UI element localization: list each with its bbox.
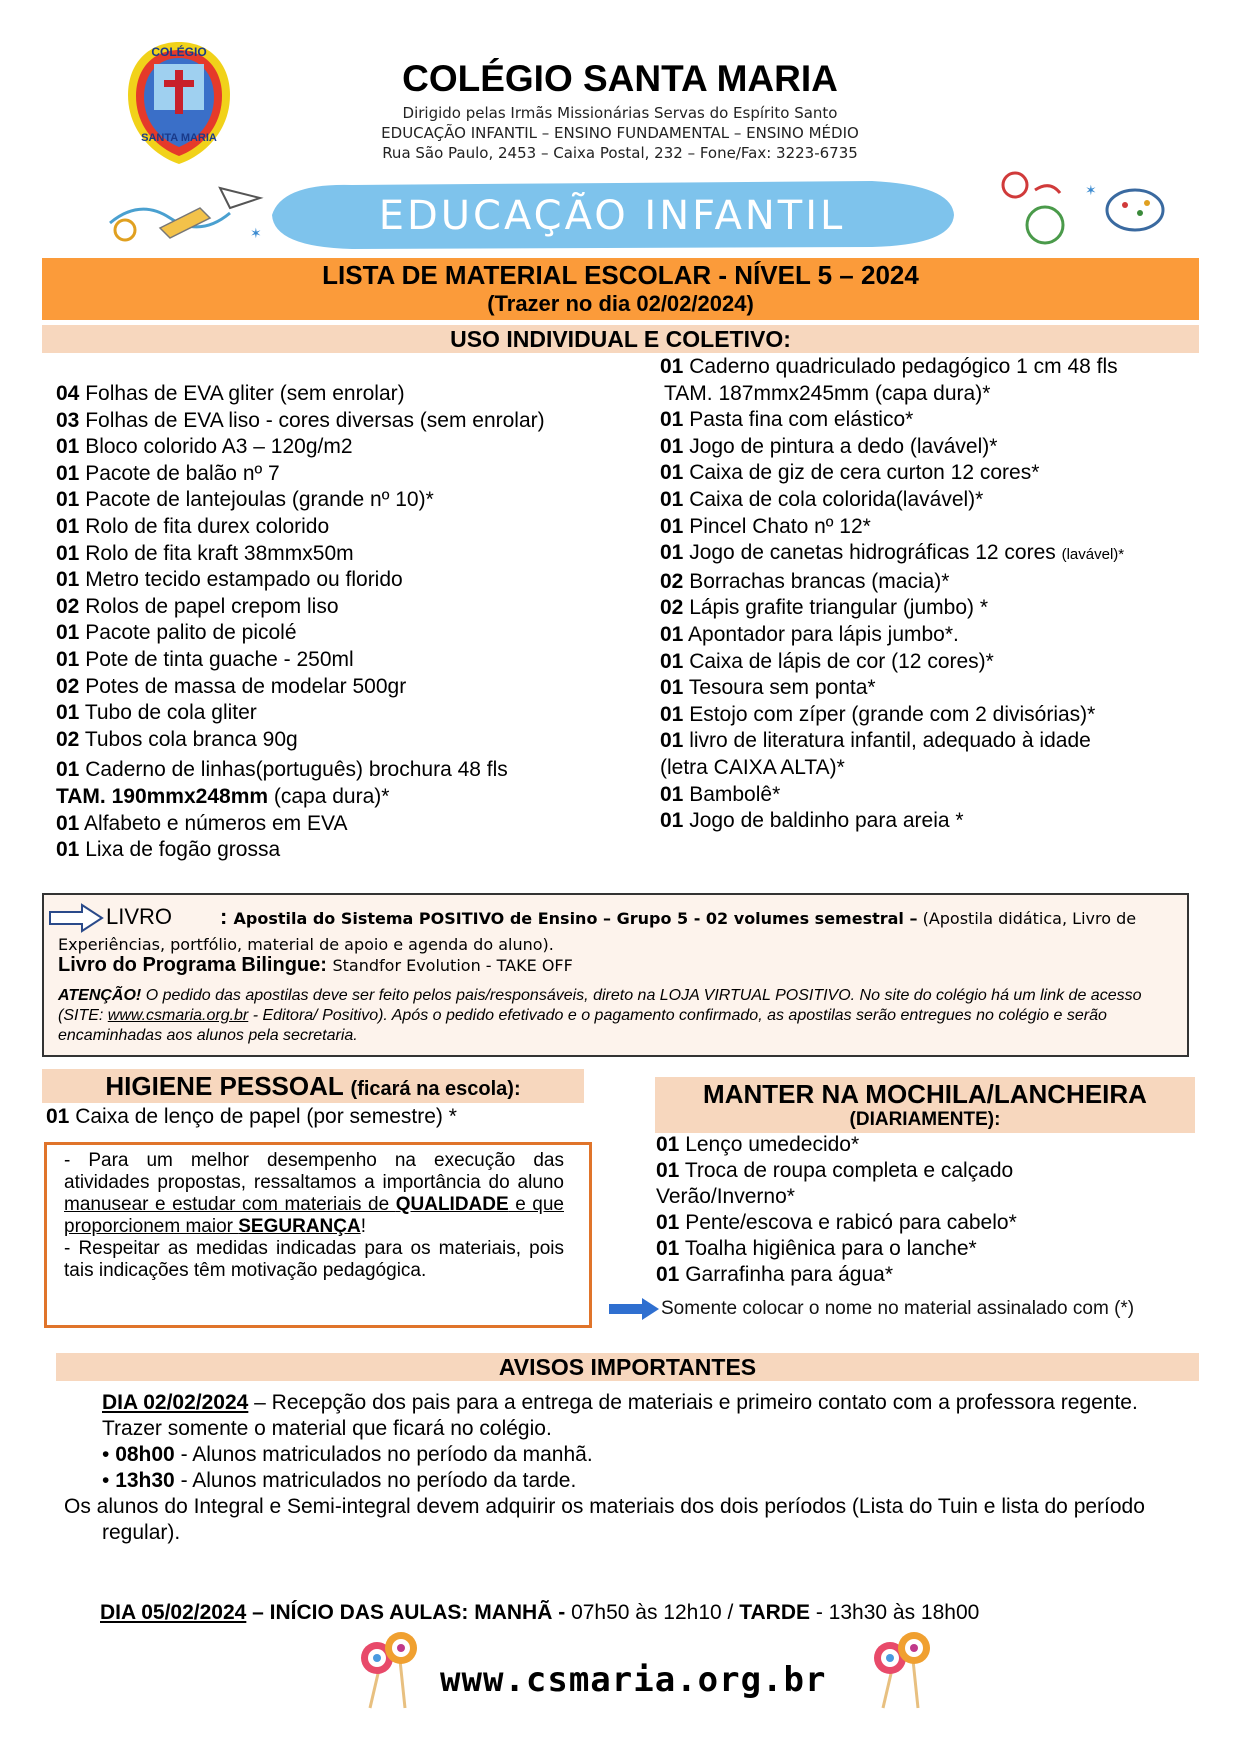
book-description: LIVRO : Apostila do Sistema POSITIVO de Ensino – Grupo 5 - 02 volumes semestral – (Apostila didática, Livro de Experiências, portfólio, material de apoio e agenda do aluno). — [58, 904, 1137, 954]
list-item: 01 Alfabeto e números em EVA — [56, 811, 348, 835]
list-item: 01 Metro tecido estampado ou florido — [56, 568, 403, 592]
list-item: TAM. 187mmx245mm (capa dura)* — [664, 381, 991, 405]
mochila-list — [656, 1132, 1076, 1288]
list-item: 01 Garrafinha para água* — [656, 1263, 893, 1286]
avisos-header: AVISOS IMPORTANTES — [56, 1353, 1199, 1381]
school-subtitle-1: Dirigido pelas Irmãs Missionárias Servas do Espírito Santo — [402, 104, 838, 122]
lollipop-icon — [868, 1620, 938, 1710]
quality-note-text: - Para um melhor desempenho na execução das atividades propostas, ressaltamos a importância do aluno manusear e estudar com materiais de QUALIDADE e que proporcionem maior SEGURANÇA! - Respeitar as medidas indicadas para os materiais, pois tais indicações têm motivação pedagógica. — [64, 1150, 564, 1281]
list-item: 01 Jogo de pintura a dedo (lavável)* — [660, 434, 998, 458]
list-item: 01 Caixa de giz de cera curton 12 cores* — [660, 461, 1040, 485]
list-item: 03 Folhas de EVA liso - cores diversas (sem enrolar) — [56, 408, 545, 432]
list-item: 01 Pacote palito de picolé — [56, 621, 297, 645]
list-item: 01 livro de literatura infantil, adequado à idade — [660, 729, 1091, 753]
school-address: Rua São Paulo, 2453 – Caixa Postal, 232 – Fone/Fax: 3223-6735 — [382, 144, 858, 162]
list-item: 01 Rolo de fita durex colorido — [56, 514, 330, 538]
higiene-header: HIGIENE PESSOAL (ficará na escola): — [42, 1069, 584, 1103]
list-item: 01 Caderno quadriculado pedagógico 1 cm 48 fls — [660, 355, 1118, 378]
list-item: 02 Tubos cola branca 90g — [56, 727, 298, 751]
list-item: 02 Rolos de papel crepom liso — [56, 594, 339, 618]
educacao-infantil-banner — [262, 175, 962, 253]
title-bar — [42, 258, 1199, 320]
list-item: 01 Estojo com zíper (grande com 2 divisórias)* — [660, 702, 1096, 726]
list-item: 04 Folhas de EVA gliter (sem enrolar) — [56, 382, 405, 405]
lollipop-icon — [355, 1620, 425, 1710]
list-item: TAM. 190mmx248mm (capa dura)* — [56, 784, 390, 808]
list-item: 01 Toalha higiênica para o lanche* — [656, 1237, 977, 1260]
list-item: 02 Potes de massa de modelar 500gr — [56, 674, 407, 698]
inicio-aulas: DIA 05/02/2024 – INÍCIO DAS AULAS: MANHÃ - 07h50 às 12h10 / TARDE - 13h30 às 18h00 — [100, 1601, 980, 1624]
toys-doodle-icon — [985, 165, 1175, 255]
left-material-list — [56, 381, 545, 864]
svg-text:COLÉGIO: COLÉGIO — [151, 45, 207, 59]
svg-text:✶: ✶ — [250, 226, 262, 242]
list-item: (letra CAIXA ALTA)* — [660, 755, 845, 779]
list-item: 01 Jogo de baldinho para areia * — [660, 809, 964, 833]
list-item: 01 Caixa de cola colorida(lavável)* — [660, 487, 984, 511]
bullet-item: • 13h30 - Alunos matriculados no período da tarde. — [102, 1469, 577, 1492]
list-item: 01 Caderno de linhas(português) brochura 48 fls — [56, 758, 508, 782]
list-item: 01 Pacote de lantejoulas (grande nº 10)* — [56, 488, 434, 512]
website-link[interactable]: www.csmaria.org.br — [440, 1660, 827, 1700]
list-item: 01 Tesoura sem ponta* — [660, 676, 876, 700]
list-date: (Trazer no dia 02/02/2024) — [487, 291, 754, 316]
list-item: 01 Bambolê* — [660, 782, 781, 806]
school-name: COLÉGIO SANTA MARIA — [402, 58, 838, 99]
school-logo — [120, 40, 238, 166]
name-label-note: Somente colocar o nome no material assinalado com (*) — [661, 1298, 1135, 1319]
svg-text:✶: ✶ — [1085, 183, 1097, 199]
right-material-list — [660, 354, 1124, 835]
bilingue-book: Livro do Programa Bilingue: Standfor Evolution - TAKE OFF — [58, 954, 573, 976]
list-item: 01 Pote de tinta guache - 250ml — [56, 647, 354, 671]
list-item: 02 Borrachas brancas (macia)* — [660, 569, 950, 593]
list-item: 02 Lápis grafite triangular (jumbo) * — [660, 596, 989, 620]
bullet-item: • 08h00 - Alunos matriculados no período da manhã. — [102, 1443, 593, 1466]
list-item: 01 Troca de roupa completa e calçado Verão/Inverno* — [656, 1159, 1014, 1208]
list-item: 01 Rolo de fita kraft 38mmx50m — [56, 541, 354, 565]
list-item: 01 Caixa de lápis de cor (12 cores)* — [660, 649, 994, 673]
list-item: 01 Pincel Chato nº 12* — [660, 514, 871, 538]
list-item: 01 Apontador para lápis jumbo*. — [660, 622, 959, 646]
mochila-header — [655, 1077, 1195, 1133]
list-item: 01 Lixa de fogão grossa — [56, 838, 281, 862]
aviso-dia-1: DIA 02/02/2024 – Recepção dos pais para a entrega de materiais e primeiro contato com a professora regente. Trazer somente o material que ficará no colégio. — [102, 1391, 1138, 1440]
mochila-subtitle: (DIARIAMENTE): — [849, 1109, 1001, 1130]
list-item: 01 Tubo de cola gliter — [56, 701, 257, 725]
list-item: 01 Jogo de canetas hidrográficas 12 cores (lavável)* — [660, 541, 1125, 565]
book-warning: ATENÇÃO! O pedido das apostilas deve ser feito pelos pais/responsáveis, direto na LOJA VIRTUAL POSITIVO. No site do colégio há um link de acesso (SITE: www.csmaria.org.br - Editora/ Positivo). Após o pedido efetivado e o pagamento confirmado, as apostilas serão entregues no colégio e serão encaminhadas aos alunos pela secretaria. — [58, 987, 1142, 1044]
site-link[interactable]: www.csmaria.org.br — [107, 1007, 249, 1024]
svg-text:SANTA MARIA: SANTA MARIA — [141, 132, 217, 144]
list-title: LISTA DE MATERIAL ESCOLAR - NÍVEL 5 – 2024 — [322, 260, 919, 290]
svg-text:EDUCAÇÃO INFANTIL: EDUCAÇÃO INFANTIL — [378, 193, 846, 239]
mochila-title: MANTER NA MOCHILA/LANCHEIRA — [703, 1079, 1147, 1109]
school-supplies-doodle-icon — [100, 168, 270, 248]
list-item: 01 Pacote de balão nº 7 — [56, 461, 280, 485]
avisos-text — [64, 1390, 1174, 1546]
uso-individual-header: USO INDIVIDUAL E COLETIVO: — [42, 325, 1199, 353]
list-item: 01 Bloco colorido A3 – 120g/m2 — [56, 435, 353, 459]
list-item: 01 Lenço umedecido* — [656, 1133, 860, 1156]
arrow-right-icon — [608, 1297, 660, 1321]
aviso-integral: Os alunos do Integral e Semi-integral devem adquirir os materiais dos dois períodos (Lista do Tuin e lista do período regular). — [64, 1495, 1145, 1544]
school-subtitle-2: EDUCAÇÃO INFANTIL – ENSINO FUNDAMENTAL – ENSINO MÉDIO — [381, 124, 859, 142]
list-item: 01 Caixa de lenço de papel (por semestre) * — [46, 1105, 457, 1128]
list-item: 01 Pasta fina com elástico* — [660, 408, 914, 432]
list-item: 01 Pente/escova e rabicó para cabelo* — [656, 1211, 1017, 1234]
